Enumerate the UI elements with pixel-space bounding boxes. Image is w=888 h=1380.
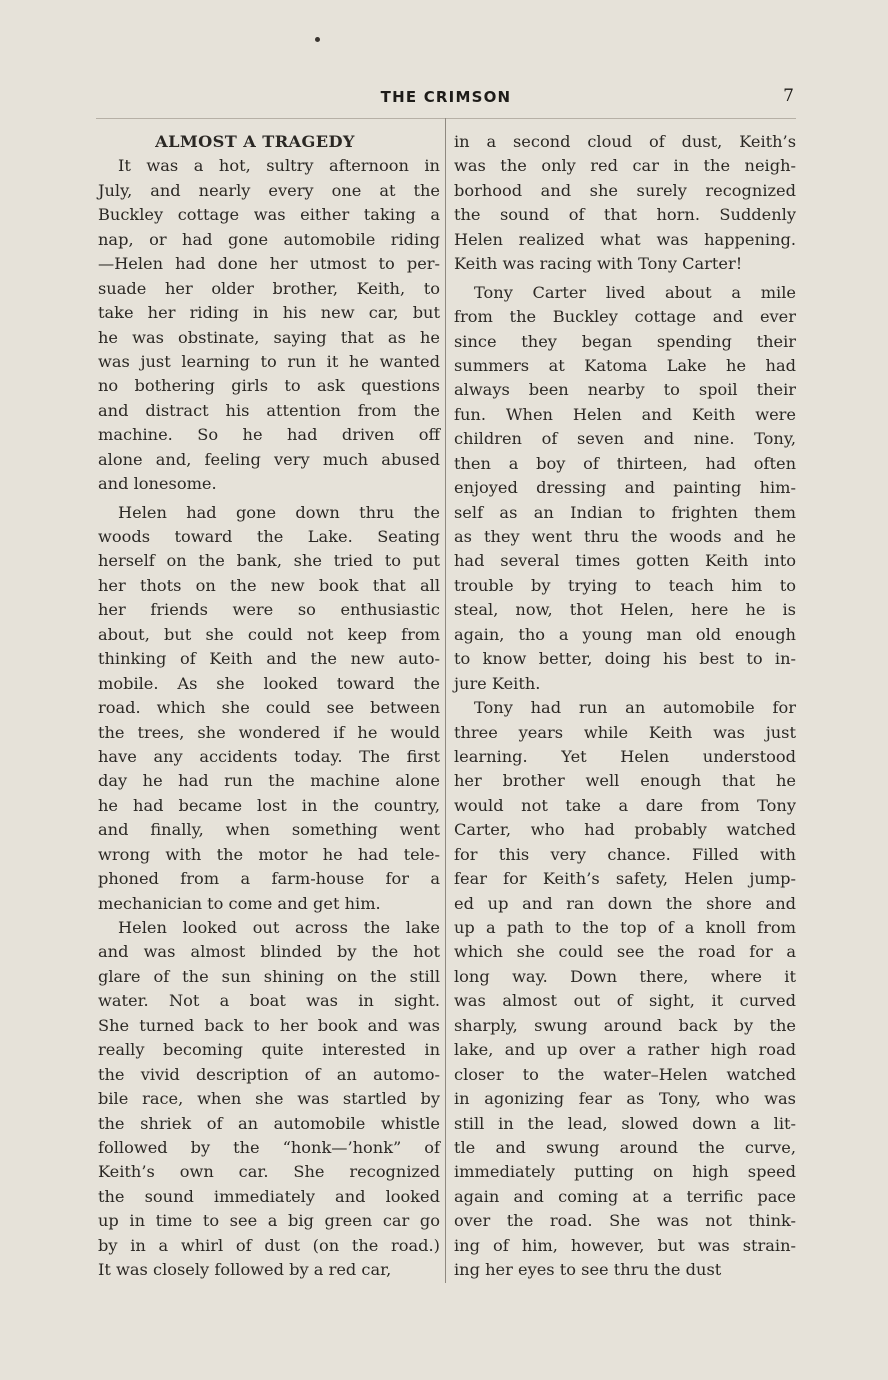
text-line: followed by the “honk—’honk” of bbox=[98, 1137, 440, 1157]
text-line: Keith’s own car. She recognized bbox=[98, 1162, 440, 1182]
text-line: fun. When Helen and Keith were bbox=[454, 404, 796, 424]
column-divider bbox=[445, 118, 446, 1283]
text-line: about, but she could not keep from bbox=[98, 624, 440, 644]
text-line: immediately putting on high speed bbox=[454, 1162, 796, 1182]
text-line: nap, or had gone automobile riding bbox=[98, 229, 440, 249]
text-line: up in time to see a big green car go bbox=[98, 1211, 440, 1231]
text-line: the sound of that horn. Suddenly bbox=[454, 205, 796, 225]
text-line: no bothering girls to ask questions bbox=[98, 376, 440, 396]
text-line: herself on the bank, she tried to put bbox=[98, 551, 440, 571]
text-line: woods toward the Lake. Seating bbox=[98, 527, 440, 546]
running-header bbox=[96, 88, 796, 112]
text-line: have any accidents today. The first bbox=[98, 746, 440, 766]
text-line: was the only red car in the neigh- bbox=[454, 156, 796, 176]
text-line: alone and, feeling very much abused bbox=[98, 449, 440, 469]
text-line: Tony had run an automobile for bbox=[474, 698, 796, 718]
text-line: steal, now, thot Helen, here he is bbox=[454, 600, 796, 620]
text-line: the sound immediately and looked bbox=[98, 1186, 440, 1206]
text-line: July, and nearly every one at the bbox=[98, 180, 440, 200]
text-line: road. which she could see between bbox=[98, 698, 440, 718]
text-line: had several times gotten Keith into bbox=[454, 551, 796, 571]
text-line: and distract his attention from the bbox=[98, 400, 440, 420]
ink-speck bbox=[315, 37, 320, 42]
header-rule bbox=[96, 118, 796, 119]
text-line: and finally, when something went bbox=[98, 820, 440, 840]
text-line: wrong with the motor he had tele- bbox=[98, 844, 440, 864]
text-line: her brother well enough that he bbox=[454, 771, 796, 791]
text-line: by in a whirl of dust (on the road.) bbox=[98, 1235, 440, 1255]
text-line: ing her eyes to see thru the dust bbox=[454, 1260, 722, 1280]
text-line: for this very chance. Filled with bbox=[454, 844, 796, 864]
text-line: would not take a dare from Tony bbox=[454, 795, 796, 815]
text-line: Keith was racing with Tony Carter! bbox=[454, 254, 743, 274]
text-line: ing of him, however, but was strain- bbox=[454, 1235, 796, 1255]
text-line: day he had run the machine alone bbox=[98, 771, 440, 791]
text-line: Helen had gone down thru the bbox=[118, 502, 440, 522]
text-line: tle and swung around the curve, bbox=[454, 1137, 796, 1157]
text-line: really becoming quite interested in bbox=[98, 1040, 440, 1060]
text-line: in agonizing fear as Tony, who was bbox=[454, 1089, 796, 1109]
text-line: from the Buckley cottage and ever bbox=[454, 307, 796, 327]
text-line: Helen realized what was happening. bbox=[454, 229, 796, 249]
text-line: mobile. As she looked toward the bbox=[98, 673, 440, 693]
text-line: Carter, who had probably watched bbox=[454, 820, 796, 840]
text-line: the trees, she wondered if he would bbox=[98, 722, 440, 742]
text-line: closer to the water–Helen watched bbox=[454, 1064, 796, 1084]
text-line: suade her older brother, Keith, to bbox=[98, 278, 440, 298]
text-line: borhood and she surely recognized bbox=[454, 180, 796, 200]
text-line: the vivid description of an automo- bbox=[98, 1064, 440, 1084]
text-line: up a path to the top of a knoll from bbox=[454, 918, 796, 937]
text-line: enjoyed dressing and painting him- bbox=[454, 478, 796, 498]
text-line: sharply, swung around back by the bbox=[454, 1015, 796, 1035]
text-line: her thots on the new book that all bbox=[98, 575, 440, 595]
page-number: 7 bbox=[783, 86, 794, 106]
text-line: in a second cloud of dust, Keith’s bbox=[454, 132, 796, 151]
text-line: —Helen had done her utmost to per- bbox=[98, 254, 440, 274]
text-line: since they began spending their bbox=[454, 331, 796, 351]
text-line: the shriek of an automobile whistle bbox=[98, 1113, 440, 1133]
text-line: long way. Down there, where it bbox=[454, 966, 796, 986]
text-line: which she could see the road for a bbox=[454, 942, 796, 962]
text-line: and was almost blinded by the hot bbox=[98, 942, 440, 962]
text-line: Helen looked out across the lake bbox=[118, 918, 440, 937]
text-line: as they went thru the woods and he bbox=[454, 527, 796, 546]
text-line: and lonesome. bbox=[98, 474, 217, 494]
text-line: take her riding in his new car, but bbox=[98, 303, 440, 323]
text-line: again and coming at a terrific pace bbox=[454, 1186, 796, 1206]
text-line: over the road. She was not think- bbox=[454, 1211, 796, 1231]
text-line: glare of the sun shining on the still bbox=[98, 966, 440, 986]
publication-title: THE CRIMSON bbox=[380, 88, 512, 106]
text-line: thinking of Keith and the new auto- bbox=[98, 649, 440, 669]
left-column bbox=[98, 130, 440, 1283]
text-line: trouble by trying to teach him to bbox=[454, 575, 796, 595]
text-line: he had became lost in the country, bbox=[98, 795, 440, 815]
text-line: summers at Katoma Lake he had bbox=[454, 355, 796, 375]
text-line: again, tho a young man old enough bbox=[454, 624, 796, 644]
right-column bbox=[454, 130, 796, 1283]
text-line: lake, and up over a rather high road bbox=[454, 1040, 796, 1060]
text-line: It was closely followed by a red car, bbox=[98, 1260, 392, 1280]
text-line: her friends were so enthusiastic bbox=[98, 600, 440, 620]
text-line: children of seven and nine. Tony, bbox=[454, 429, 796, 449]
text-line: She turned back to her book and was bbox=[98, 1015, 440, 1035]
article-title: ALMOST A TRAGEDY bbox=[155, 132, 355, 151]
text-line: still in the lead, slowed down a lit- bbox=[454, 1113, 796, 1133]
text-line: was just learning to run it he wanted bbox=[98, 351, 440, 371]
text-line: three years while Keith was just bbox=[454, 722, 796, 742]
text-line: fear for Keith’s safety, Helen jump- bbox=[454, 869, 796, 889]
text-line: mechanician to come and get him. bbox=[98, 893, 381, 913]
text-line: Tony Carter lived about a mile bbox=[474, 282, 796, 302]
text-line: was almost out of sight, it curved bbox=[454, 991, 796, 1011]
text-line: bile race, when she was startled by bbox=[98, 1089, 440, 1109]
text-line: to know better, doing his best to in- bbox=[454, 649, 796, 669]
text-line: jure Keith. bbox=[454, 673, 541, 693]
text-line: It was a hot, sultry afternoon in bbox=[118, 156, 440, 176]
text-line: Buckley cottage was either taking a bbox=[98, 205, 440, 225]
text-line: machine. So he had driven off bbox=[98, 425, 440, 445]
text-line: always been nearby to spoil their bbox=[454, 380, 796, 400]
text-line: learning. Yet Helen understood bbox=[454, 746, 796, 766]
text-line: then a boy of thirteen, had often bbox=[454, 453, 796, 473]
text-line: ed up and ran down the shore and bbox=[454, 893, 796, 913]
text-line: he was obstinate, saying that as he bbox=[98, 327, 440, 347]
text-line: water. Not a boat was in sight. bbox=[98, 991, 440, 1011]
text-line: phoned from a farm-house for a bbox=[98, 869, 440, 889]
text-line: self as an Indian to frighten them bbox=[454, 502, 796, 522]
